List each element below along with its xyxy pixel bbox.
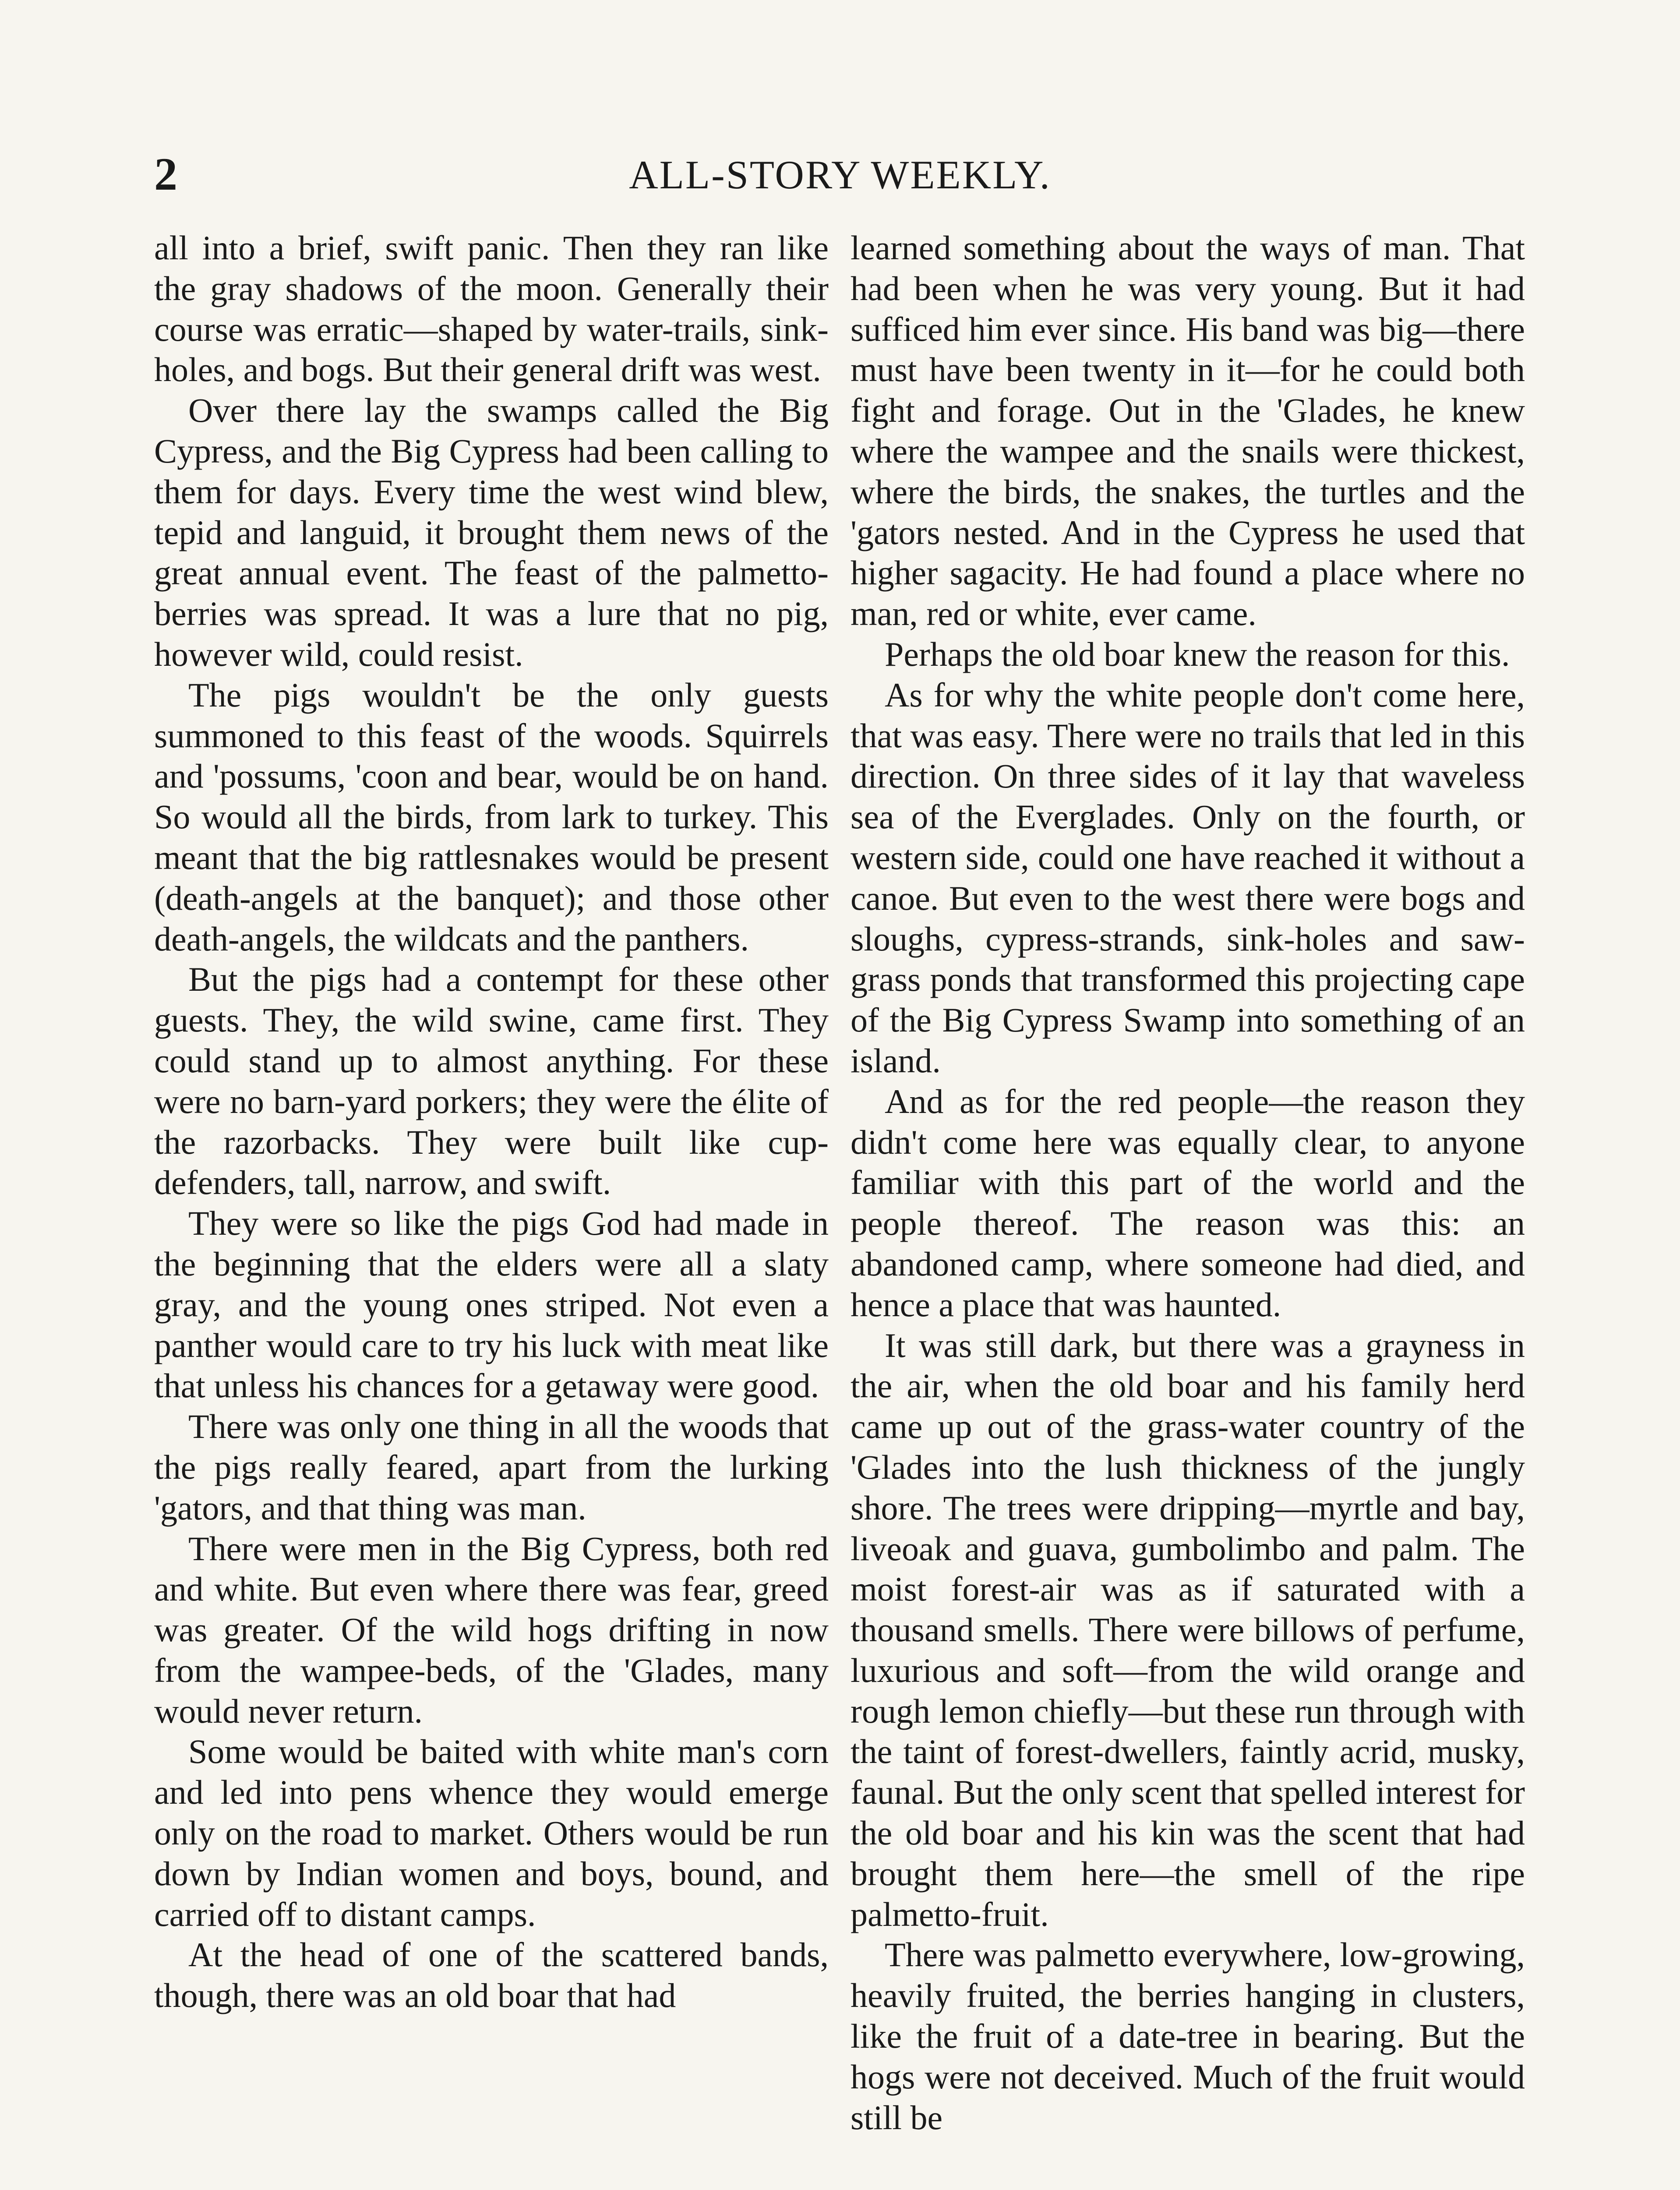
paragraph: It was still dark, but there was a grayness in the air, when the old boar and his family herd came up out of the grass-water country of the 'Glades into the lush thickness of the jungly shore. The trees were dripping—myrtle and bay, liveoak and guava, gumbolimbo and palm. The moist forest-air was as if saturated with a thousand smells. There were billows of perfume, luxurious and soft—from the wild orange and rough lemon chiefly—but these run through with the taint of forest-dwellers, faintly acrid, musky, faunal. But the only scent that spelled interest for the old boar and his kin was the scent that had brought them here—the smell of the ripe palmetto-fruit. (851, 1326, 1525, 1933)
running-title: ALL-STORY WEEKLY. (629, 152, 1051, 197)
paragraph: The pigs wouldn't be the only guests summoned to this feast of the woods. Squirrels and 'possums, 'coon and bear, would be on hand. So would all the birds, from lark to turkey. This meant that the big rattlesnakes would be present (death-angels at the banquet); and those other death-angels, the wildcats and the panthers. (154, 675, 829, 958)
paragraph: As for why the white people don't come here, that was easy. There were no trails that led in this direction. On three sides of it lay that waveless sea of the Everglades. Only on the fourth, or western side, could one have reached it without a canoe. But even to the west there were bogs and sloughs, cypress-strands, sink-holes and saw-grass ponds that transformed this projecting cape of the Big Cypress Swamp into something of an island. (851, 675, 1525, 1080)
page-number: 2 (154, 148, 177, 200)
page-header (154, 147, 1526, 212)
paragraph: At the head of one of the scattered bands, though, there was an old boar that had (154, 1936, 829, 2015)
paragraph: There was only one thing in all the woods that the pigs really feared, apart from the lurking 'gators, and that thing was man. (154, 1407, 829, 1527)
paragraph: They were so like the pigs God had made in the beginning that the elders were all a slaty gray, and the young ones striped. Not even a panther would care to try his luck with meat like that unless his chances for a getaway were good. (154, 1204, 829, 1405)
paragraph: And as for the red people—the reason they didn't come here was equally clear, to anyone familiar with this part of the world and the people thereof. The reason was this: an abandoned camp, where someone had died, and hence a place that was haunted. (851, 1082, 1525, 1324)
paragraph: all into a brief, swift panic. Then they ran like the gray shadows of the moon. Generally their course was erratic—shaped by water-trails, sink-holes, and bogs. But their general drift was west. (154, 229, 829, 389)
paragraph: Over there lay the swamps called the Big Cypress, and the Big Cypress had been calling to them for days. Every time the west wind blew, tepid and languid, it brought them news of the great annual event. The feast of the palmetto-berries was spread. It was a lure that no pig, however wild, could resist. (154, 391, 829, 673)
paragraph: Some would be baited with white man's corn and led into pens whence they would emerge only on the road to market. Others would be run down by Indian women and boys, bound, and carried off to distant camps. (154, 1732, 829, 1933)
paragraph: There was palmetto everywhere, low-growing, heavily fruited, the berries hanging in clusters, like the fruit of a date-tree in bearing. But the hogs were not deceived. Much of the fruit would still be (851, 1936, 1525, 2137)
left-column (154, 228, 829, 2016)
right-column (851, 228, 1525, 2138)
paragraph: But the pigs had a contempt for these other guests. They, the wild swine, came first. They could stand up to almost anything. For these were no barn-yard porkers; they were the élite of the razorbacks. They were built like cup-defenders, tall, narrow, and swift. (154, 960, 829, 1202)
paragraph: Perhaps the old boar knew the reason for this. (885, 635, 1510, 673)
paragraph: There were men in the Big Cypress, both red and white. But even where there was fear, greed was greater. Of the wild hogs drifting in now from the wampee-beds, of the 'Glades, many would never return. (154, 1529, 829, 1730)
paragraph: learned something about the ways of man. That had been when he was very young. But it had sufficed him ever since. His band was big—there must have been twenty in it—for he could both fight and forage. Out in the 'Glades, he knew where the wampee and the snails were thickest, where the birds, the snakes, the turtles and the 'gators nested. And in the Cypress he used that higher sagacity. He had found a place where no man, red or white, ever came. (851, 229, 1525, 633)
